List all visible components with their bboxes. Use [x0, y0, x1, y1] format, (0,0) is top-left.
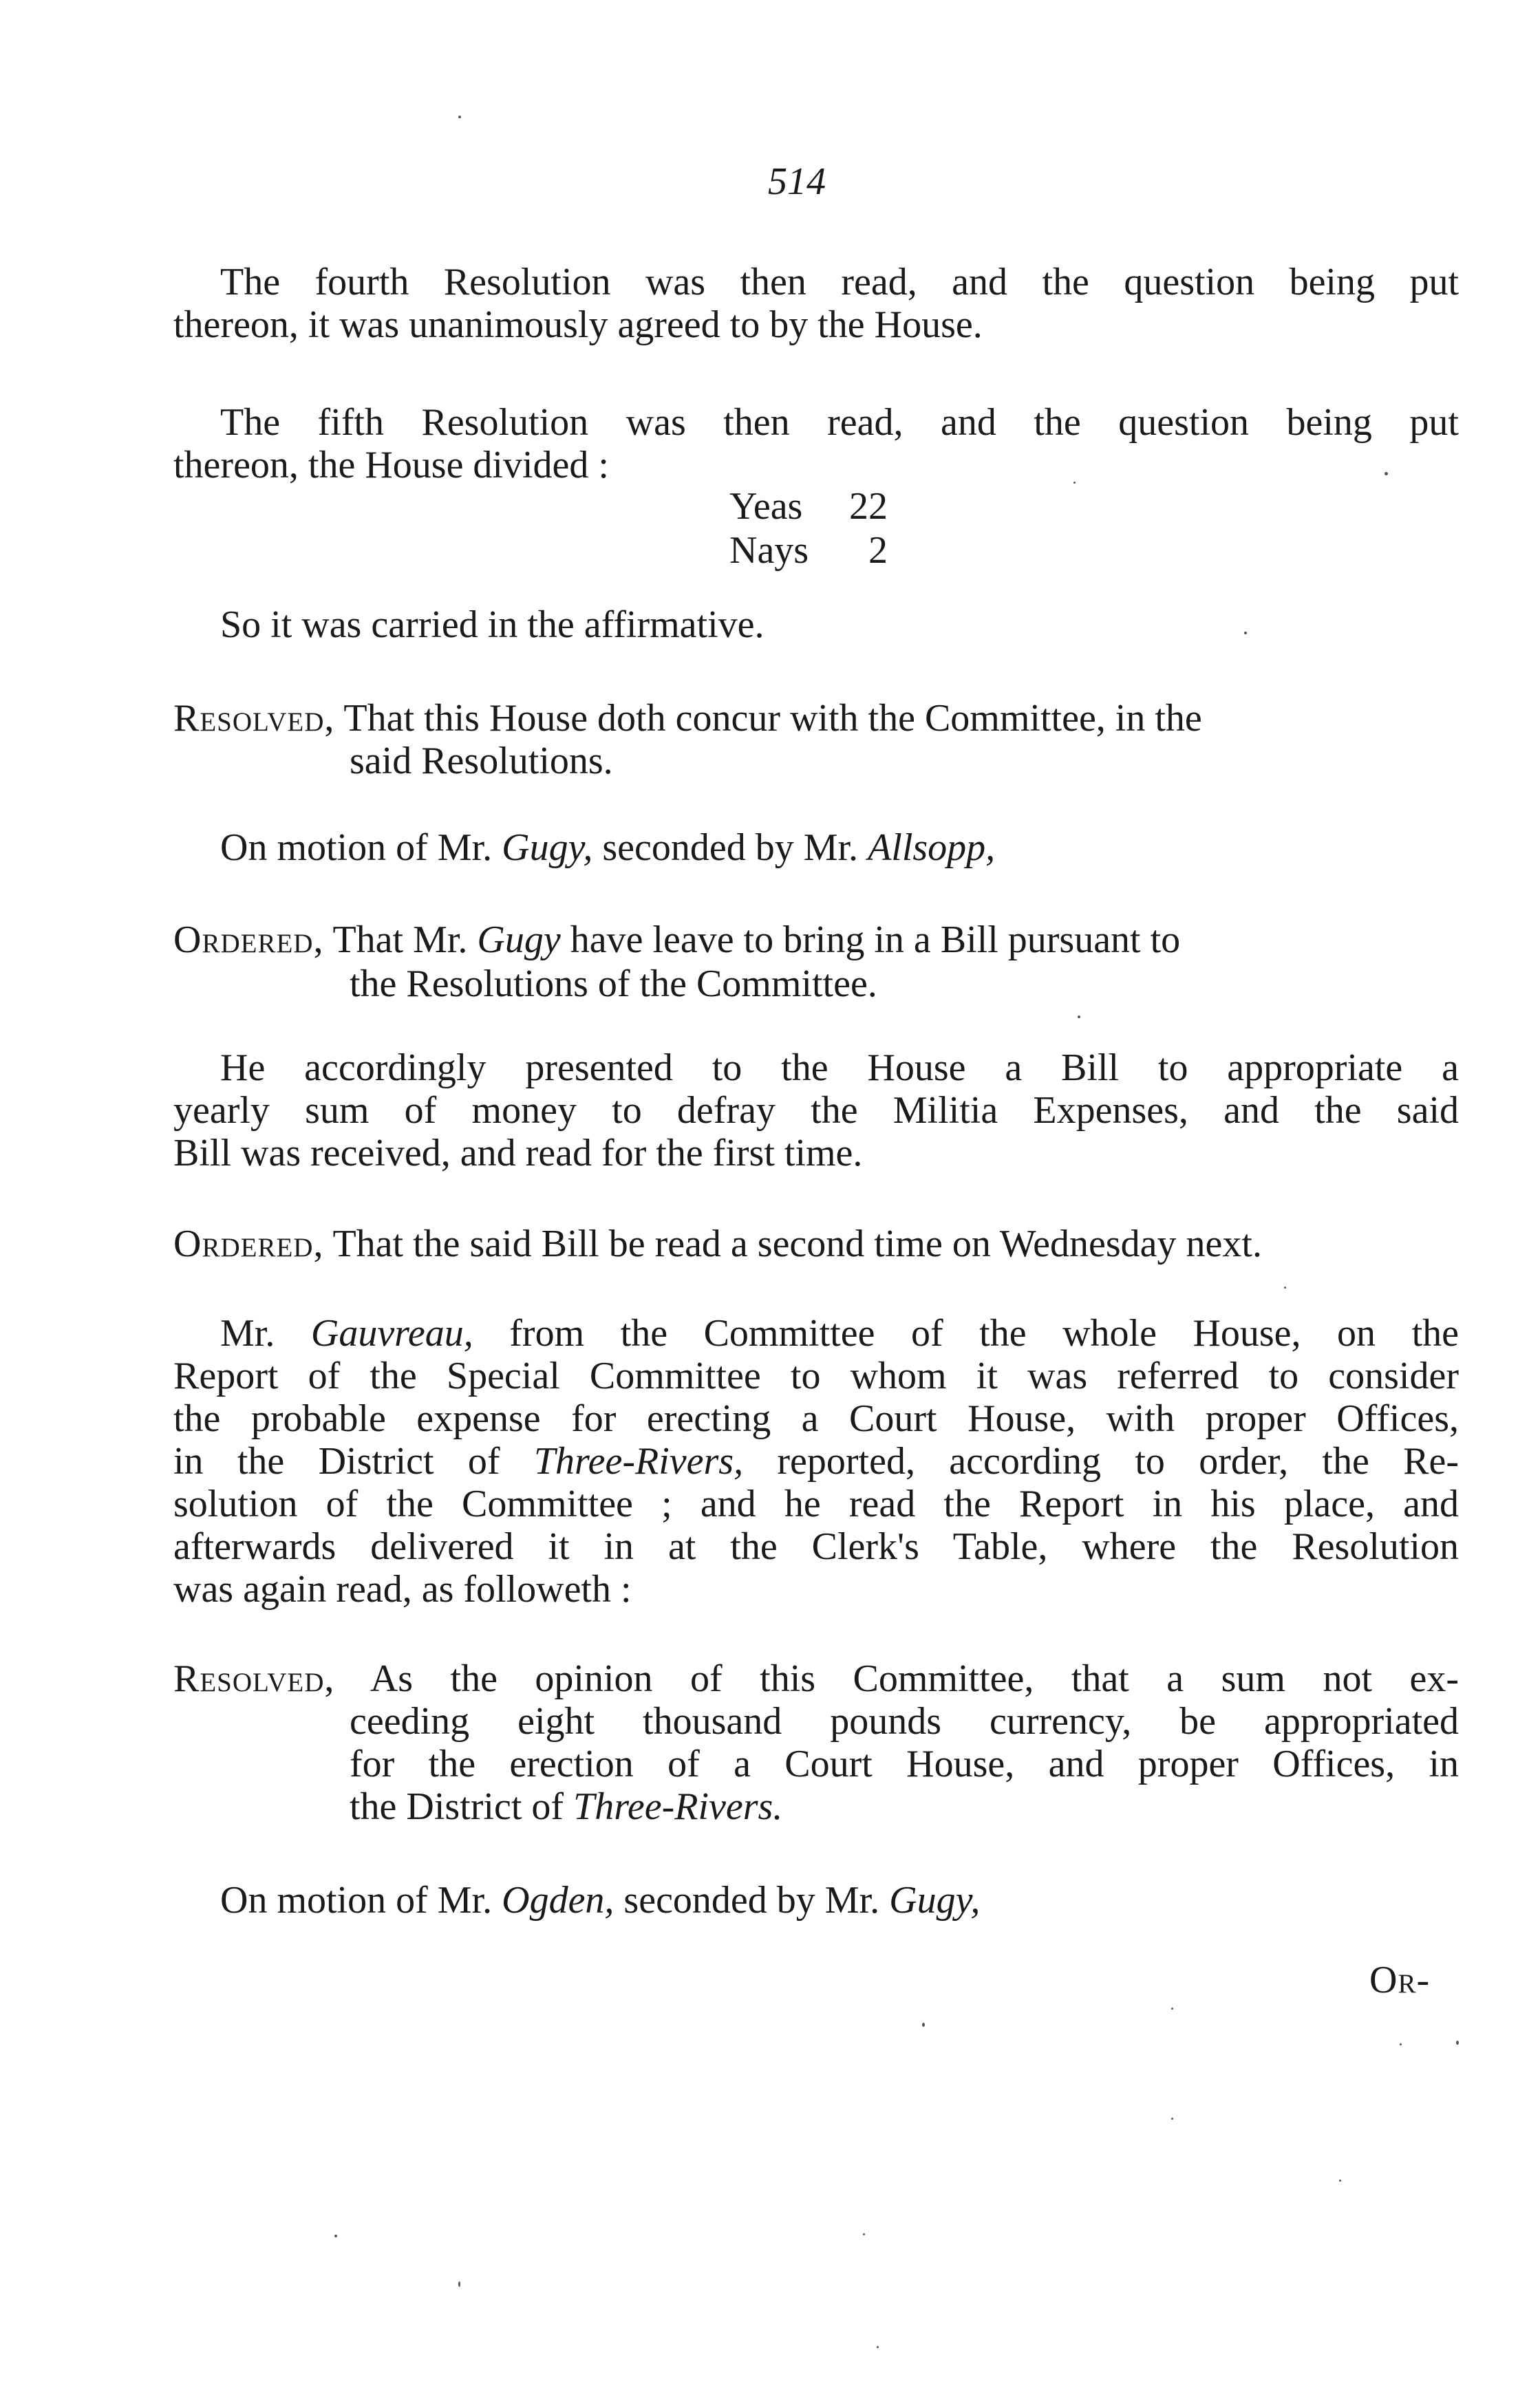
scan-speck [863, 2233, 865, 2235]
seconder-name: Allsopp, [868, 826, 996, 869]
scan-speck [334, 2235, 337, 2237]
seconder-name: Gugy, [889, 1879, 981, 1922]
scan-speck [1400, 2043, 1402, 2045]
resolution-appropriation-line-4 [350, 1785, 782, 1829]
resolution-appropriation-line-2: ceeding eight thousand pounds currency, be appropriated [350, 1700, 1459, 1743]
order-text-post: have leave to bring in a Bill pursuant to [560, 918, 1181, 961]
report-gauvreau-line-4 [173, 1439, 1459, 1483]
report-gauvreau-line-1 [220, 1311, 1459, 1355]
motion-seconded: seconded by Mr. [614, 1879, 890, 1922]
scan-speck [1078, 1015, 1080, 1018]
member-name: Gugy [477, 918, 561, 961]
resolved-keyword: Resolved, [173, 1657, 335, 1700]
vote-nays-label: Nays [729, 529, 809, 572]
scan-speck [1339, 2180, 1341, 2182]
resolution-concur-line-1 [173, 696, 1459, 740]
motion-prefix: On motion of Mr. [220, 1879, 502, 1922]
mover-name: Ogden, [502, 1879, 614, 1922]
motion-ogden-gugy [220, 1878, 980, 1922]
bill-presented-line-3: Bill was received, and read for the first time. [173, 1132, 863, 1174]
report-gauvreau-line-2: Report of the Special Committee to whom it was referred to consider [173, 1355, 1459, 1397]
resolution-appropriation-text: As the opinion of this Committee, that a sum not ex- [334, 1657, 1459, 1700]
report-gauvreau-line-5: solution of the Committee ; and he read the Report in his place, and [173, 1483, 1459, 1525]
reporter-name: Gauvreau, [310, 1312, 473, 1355]
report-prefix: Mr. [220, 1312, 311, 1355]
scan-speck [1385, 472, 1388, 475]
scan-speck [1171, 2008, 1173, 2010]
paragraph-fourth-resolution-line-1: The fourth Resolution was then read, and the question being put [220, 261, 1459, 303]
vote-yeas-count: 22 [849, 485, 888, 528]
report-text: from the Committee of the whole House, on the [473, 1312, 1459, 1355]
paragraph-fifth-resolution-line-1: The fifth Resolution was then read, and the question being put [220, 401, 1459, 444]
scan-speck [1284, 1287, 1286, 1289]
scan-speck [922, 2023, 925, 2027]
order-leave-bill-line-2: the Resolutions of the Committee. [350, 963, 877, 1005]
paragraph-fifth-resolution-line-2: thereon, the House divided : [173, 444, 609, 486]
report-gauvreau-line-7: was again read, as followeth : [173, 1568, 632, 1611]
page-number: 514 [768, 160, 826, 203]
bill-presented-line-2: yearly sum of money to defray the Militia Expenses, and the said [173, 1089, 1459, 1132]
resolution-appropriation-line-1 [173, 1657, 1459, 1701]
resolution-concur-text: That this House doth concur with the Committee, in the [334, 697, 1202, 740]
report-gauvreau-line-6: afterwards delivered it in at the Clerk's Table, where the Resolution [173, 1525, 1459, 1568]
scan-speck [1456, 2041, 1459, 2045]
order-text-pre: That Mr. [323, 918, 478, 961]
motion-gugy-allsopp [220, 826, 995, 870]
resolved-keyword: Resolved, [173, 697, 335, 740]
bill-presented-line-1: He accordingly presented to the House a Bill to appropriate a [220, 1046, 1459, 1089]
report-district-prefix: in the District of [173, 1440, 534, 1483]
vote-yeas-label: Yeas [729, 485, 803, 528]
scan-speck [1171, 2118, 1173, 2120]
motion-prefix: On motion of Mr. [220, 826, 502, 869]
scan-speck [1244, 632, 1247, 634]
paragraph-fourth-resolution-line-2: thereon, it was unanimously agreed to by the House. [173, 303, 983, 346]
district-name: Three-Rivers. [573, 1785, 783, 1828]
paragraph-carried-affirmative: So it was carried in the affirmative. [220, 603, 765, 646]
catchword: Or- [1369, 1959, 1431, 2001]
mover-name: Gugy, [502, 826, 593, 869]
ordered-keyword: Ordered, [173, 918, 324, 961]
scan-speck [1073, 482, 1076, 484]
scan-speck [877, 2346, 879, 2348]
order-second-reading [173, 1222, 1262, 1266]
resolution-concur-line-2: said Resolutions. [350, 740, 613, 782]
resolution-appropriation-line-3: for the erection of a Court House, and proper Offices, in [350, 1743, 1459, 1785]
scan-speck [458, 116, 461, 118]
vote-nays-count: 2 [868, 529, 888, 572]
motion-seconded: seconded by Mr. [592, 826, 868, 869]
order-leave-bill-line-1 [173, 918, 1180, 962]
report-gauvreau-line-3: the probable expense for erecting a Court House, with proper Offices, [173, 1397, 1459, 1440]
order-second-reading-text: That the said Bill be read a second time on Wednesday next. [323, 1223, 1262, 1265]
report-line-4-post: reported, according to order, the Re- [743, 1440, 1459, 1483]
resolution-district-prefix: the District of [350, 1785, 574, 1828]
ordered-keyword: Ordered, [173, 1223, 324, 1265]
scan-speck [458, 2281, 460, 2287]
district-name: Three-Rivers, [533, 1440, 744, 1483]
